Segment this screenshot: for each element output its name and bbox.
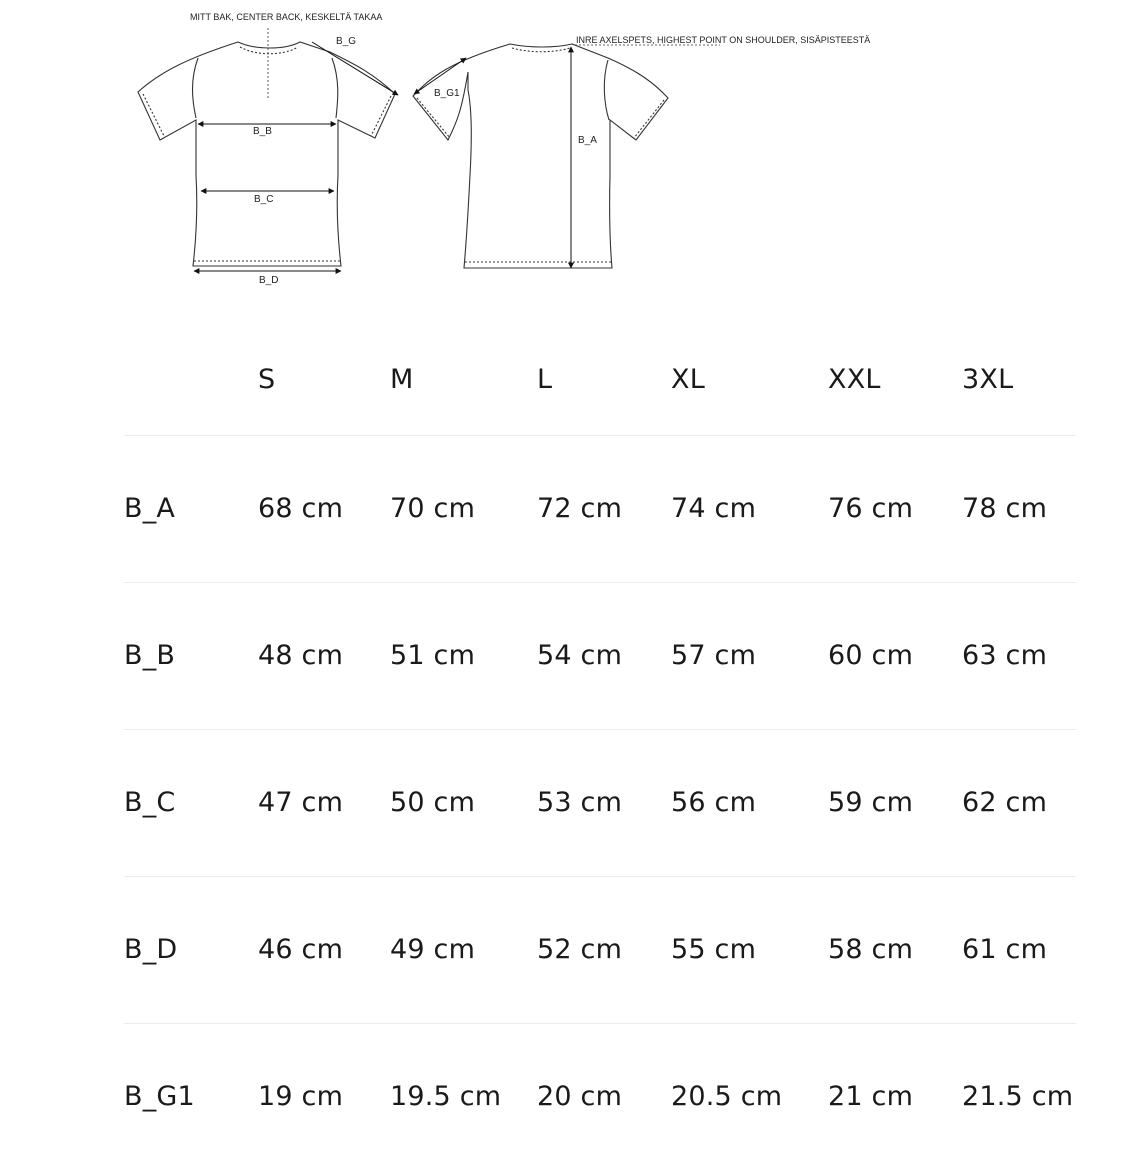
table-row xyxy=(124,730,1076,877)
table-cell: 58 cm xyxy=(828,934,914,965)
header-cell-m: M xyxy=(390,364,414,395)
table-cell: 52 cm xyxy=(537,934,623,965)
shoulder-point-label: INRE AXELSPETS, HIGHEST POINT ON SHOULDER, SISÄPISTEESTÄ xyxy=(576,35,871,45)
table-cell: 21.5 cm xyxy=(962,1081,1074,1112)
side-shirt-drawing xyxy=(413,44,668,268)
table-cell: 48 cm xyxy=(258,640,344,671)
table-cell: 63 cm xyxy=(962,640,1048,671)
table-cell: 74 cm xyxy=(671,493,757,524)
header-cell-s: S xyxy=(258,364,276,395)
table-cell: 62 cm xyxy=(962,787,1048,818)
table-cell: 21 cm xyxy=(828,1081,914,1112)
row-label: B_D xyxy=(124,934,178,965)
table-row xyxy=(124,877,1076,1024)
table-cell: 54 cm xyxy=(537,640,623,671)
header-cell-xl: XL xyxy=(671,364,705,395)
table-cell: 51 cm xyxy=(390,640,476,671)
table-row xyxy=(124,1024,1076,1170)
table-cell: 50 cm xyxy=(390,787,476,818)
table-row xyxy=(124,436,1076,583)
header-cell-l: L xyxy=(537,364,553,395)
center-back-label: MITT BAK, CENTER BACK, KESKELTÄ TAKAA xyxy=(190,12,383,22)
table-cell: 55 cm xyxy=(671,934,757,965)
table-cell: 56 cm xyxy=(671,787,757,818)
dimension-label-b-a: B_A xyxy=(578,135,597,146)
table-cell: 19 cm xyxy=(258,1081,344,1112)
measurement-diagram xyxy=(0,0,1144,300)
row-label: B_G1 xyxy=(124,1081,195,1112)
table-cell: 49 cm xyxy=(390,934,476,965)
dimension-label-b-g1: B_G1 xyxy=(434,88,460,99)
table-header-row xyxy=(124,332,1076,436)
size-table xyxy=(124,332,1076,1170)
table-cell: 60 cm xyxy=(828,640,914,671)
dimension-label-b-b: B_B xyxy=(253,126,272,137)
dimension-label-b-c: B_C xyxy=(254,194,274,205)
front-shirt-drawing xyxy=(138,42,395,266)
table-cell: 72 cm xyxy=(537,493,623,524)
table-cell: 61 cm xyxy=(962,934,1048,965)
table-cell: 70 cm xyxy=(390,493,476,524)
dimension-label-b-d: B_D xyxy=(259,275,279,286)
table-cell: 20.5 cm xyxy=(671,1081,783,1112)
table-cell: 46 cm xyxy=(258,934,344,965)
table-cell: 20 cm xyxy=(537,1081,623,1112)
table-cell: 76 cm xyxy=(828,493,914,524)
row-label: B_B xyxy=(124,640,176,671)
header-cell-xxl: XXL xyxy=(828,364,881,395)
table-cell: 57 cm xyxy=(671,640,757,671)
table-cell: 19.5 cm xyxy=(390,1081,502,1112)
row-label: B_C xyxy=(124,787,176,818)
table-cell: 59 cm xyxy=(828,787,914,818)
row-label: B_A xyxy=(124,493,176,524)
table-cell: 47 cm xyxy=(258,787,344,818)
table-row xyxy=(124,583,1076,730)
table-cell: 68 cm xyxy=(258,493,344,524)
dimension-label-b-g: B_G xyxy=(336,36,357,47)
table-cell: 53 cm xyxy=(537,787,623,818)
header-cell-3xl: 3XL xyxy=(962,364,1014,395)
table-cell: 78 cm xyxy=(962,493,1048,524)
